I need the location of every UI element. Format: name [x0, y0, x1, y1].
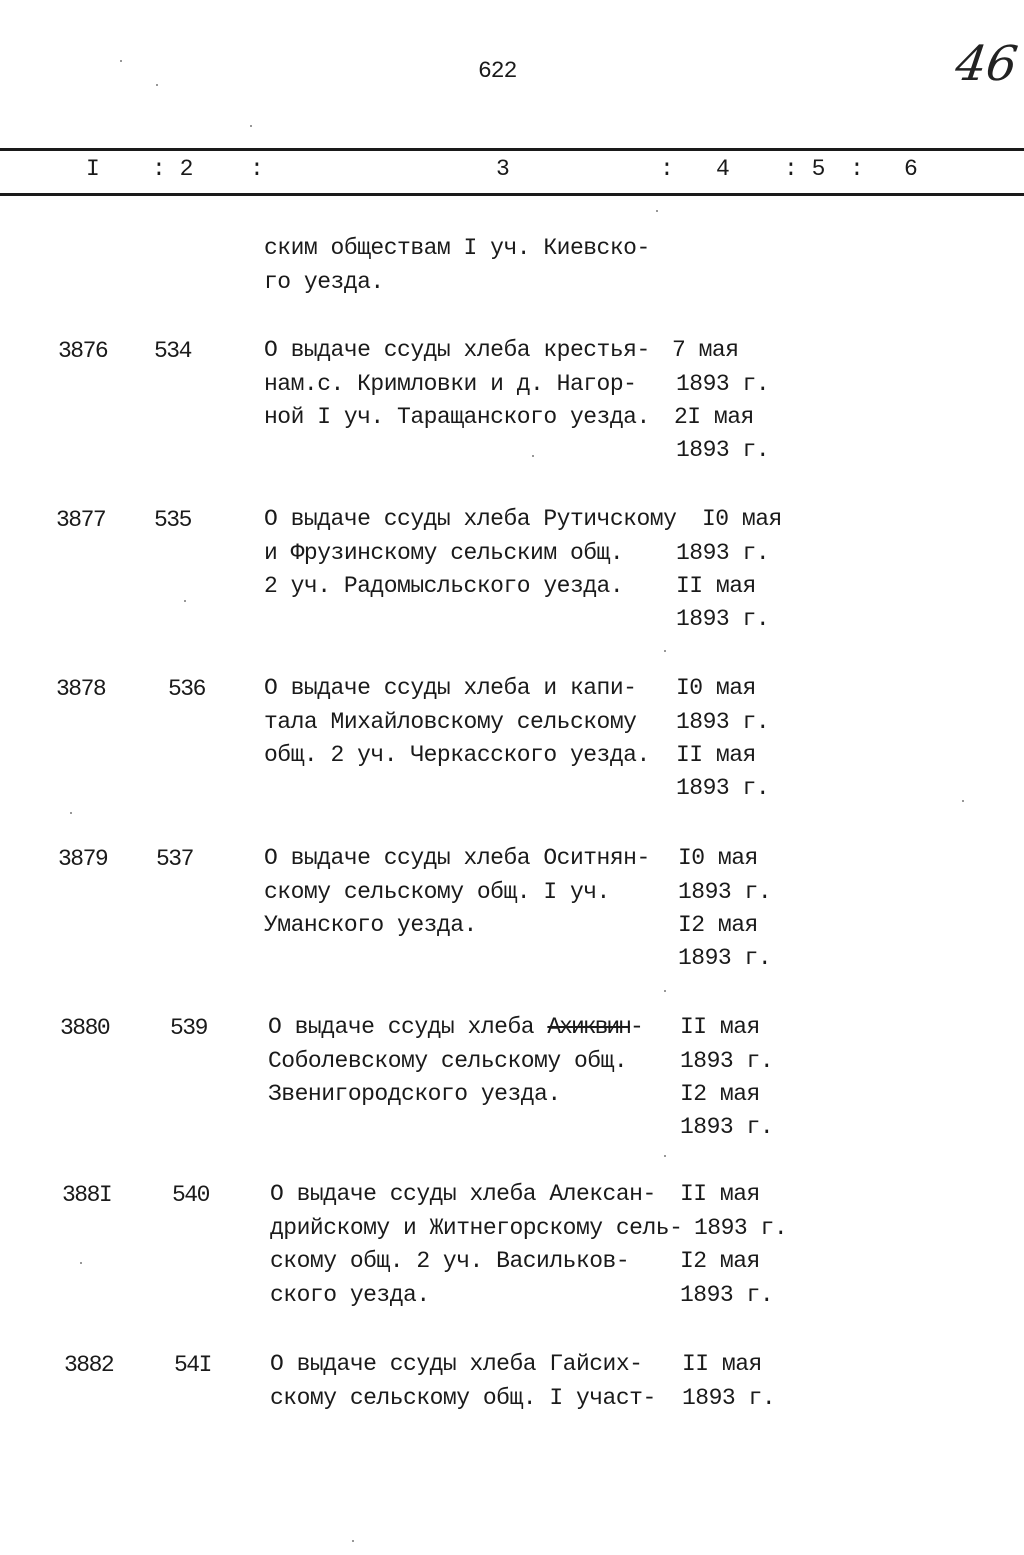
description-line: ским обществам I уч. Киевско- [264, 235, 650, 261]
end-date: I2 мая [680, 1081, 760, 1107]
end-date: I2 мая [680, 1248, 760, 1274]
record-number: 3878 [56, 676, 106, 702]
column-separator: : [660, 156, 674, 182]
description-line: го уезда. [264, 269, 384, 295]
column-header-1: I [86, 156, 100, 182]
column-header-4: 4 [716, 156, 730, 182]
end-date: II мая [676, 742, 756, 768]
handwritten-sheet-number: 46 [952, 36, 1022, 92]
item-number: 536 [168, 676, 205, 702]
start-year: 1893 г. [682, 1385, 776, 1411]
description-line [268, 1011, 643, 1045]
start-date: I0 мая [678, 845, 758, 871]
end-year: 1893 г. [680, 1114, 774, 1140]
item-number: 539 [170, 1015, 207, 1041]
end-year: 1893 г. [676, 606, 770, 632]
hyphen: - [629, 1014, 644, 1040]
end-date: 2I мая [674, 404, 754, 430]
description-line: О выдаче ссуды хлеба Рутичскому [264, 506, 677, 532]
scan-speck [664, 1155, 666, 1157]
record-number: 3880 [60, 1015, 110, 1041]
end-year: 1893 г. [678, 945, 772, 971]
description-line: дрийскому и Житнегорскому сель- [270, 1215, 683, 1241]
description-line: скому сельскому общ. I участ- [270, 1385, 656, 1411]
end-year: 1893 г. [676, 775, 770, 801]
description-line: Соболевскому сельскому общ. [268, 1048, 628, 1074]
description-line: О выдаче ссуды хлеба и капи- [264, 675, 637, 701]
scan-speck [962, 800, 964, 802]
record-number: 3879 [58, 846, 108, 872]
column-header-6: 6 [904, 156, 918, 182]
scan-speck [250, 125, 252, 127]
description-line: тала Михайловскому сельскому [264, 709, 637, 735]
start-date: 7 мая [672, 337, 739, 363]
start-year: 1893 г. [680, 1048, 774, 1074]
scan-speck [352, 1540, 354, 1542]
description-line: 2 уч. Радомысльского уезда. [264, 573, 624, 599]
struck-through-text: Ахиквин [547, 1014, 630, 1040]
scan-speck [656, 210, 658, 212]
column-header-3: 3 [496, 156, 510, 182]
description-line: О выдаче ссуды хлеба Алексан- [270, 1181, 656, 1207]
header-rule-top [0, 148, 1024, 151]
item-number: 534 [154, 338, 191, 364]
description-line: Звенигородского уезда. [268, 1081, 561, 1107]
item-number: 540 [172, 1182, 209, 1208]
description-line: О выдаче ссуды хлеба крестья- [264, 337, 650, 363]
description-line: ского уезда. [270, 1282, 430, 1308]
start-year: 1893 г. [678, 879, 772, 905]
column-header-2: : 2 [152, 156, 194, 182]
column-separator: : [250, 156, 264, 182]
scan-speck [156, 84, 158, 86]
start-year: 1893 г. [694, 1215, 788, 1241]
record-number: 3882 [64, 1352, 114, 1378]
start-year: 1893 г. [676, 371, 770, 397]
start-date: I0 мая [676, 675, 756, 701]
record-number: 3877 [56, 507, 106, 533]
description-line: Уманского уезда. [264, 912, 477, 938]
start-date: II мая [680, 1181, 760, 1207]
description-line: скому общ. 2 уч. Васильков- [270, 1248, 630, 1274]
scan-speck [664, 650, 666, 652]
page-number: 622 [478, 58, 517, 84]
start-date: I0 мая [702, 506, 782, 532]
record-number: 388I [62, 1182, 112, 1208]
description-line: общ. 2 уч. Черкасского уезда. [264, 742, 650, 768]
item-number: 535 [154, 507, 191, 533]
item-number: 54I [174, 1352, 211, 1378]
start-year: 1893 г. [676, 540, 770, 566]
end-date: II мая [676, 573, 756, 599]
description-line: скому сельскому общ. I уч. [264, 879, 610, 905]
description-line: О выдаче ссуды хлеба Гайсих- [270, 1351, 643, 1377]
end-year: 1893 г. [680, 1282, 774, 1308]
description-text: О выдаче ссуды хлеба [268, 1014, 548, 1040]
end-date: I2 мая [678, 912, 758, 938]
start-date: II мая [682, 1351, 762, 1377]
scan-speck [80, 1262, 82, 1264]
scan-speck [532, 455, 534, 457]
scan-speck [184, 600, 186, 602]
record-number: 3876 [58, 338, 108, 364]
header-rule-bottom [0, 193, 1024, 196]
scan-speck [70, 812, 72, 814]
column-header-5: : 5 [784, 156, 826, 182]
end-year: 1893 г. [676, 437, 770, 463]
description-line: и Фрузинскому сельским общ. [264, 540, 624, 566]
item-number: 537 [156, 846, 193, 872]
description-line: нам.с. Кримловки и д. Нагор- [264, 371, 637, 397]
scan-speck [120, 60, 122, 62]
start-date: II мая [680, 1014, 760, 1040]
description-line: О выдаче ссуды хлеба Оситнян- [264, 845, 650, 871]
column-separator: : [850, 156, 864, 182]
scan-speck [664, 990, 666, 992]
start-year: 1893 г. [676, 709, 770, 735]
description-line: ной I уч. Таращанского уезда. [264, 404, 650, 430]
